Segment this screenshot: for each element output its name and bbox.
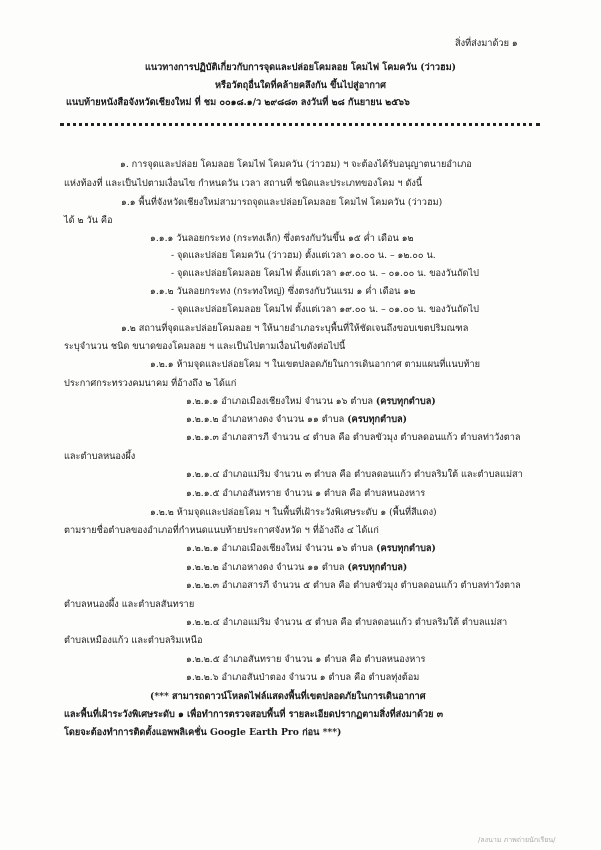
item-1-2-1-4: ๑.๒.๑.๔ อำเภอแม่ริม จำนวน ๓ ตำบล คือ ตำบลดอนแก้ว ตำบลริมใต้ และตำบลแม่สา — [186, 469, 523, 480]
item-note: (ครบทุกตำบล) — [376, 543, 436, 554]
para-1-1-2-a: - จุดและปล่อยโคมลอย โคมไฟ ตั้งแต่เวลา ๑๙.๐๐ น. – ๐๑.๐๐ น. ของวันถัดไป — [171, 304, 479, 315]
para-1-2: ๑.๒ สถานที่จุดและปล่อยโคมลอย ฯ ให้นายอำเภอระบุพื้นที่ให้ชัดเจนถึงขอบเขตปริมณฑล — [121, 323, 469, 334]
item-1-2-2-4-cont: ตำบลเหมืองแก้ว และตำบลริมเหนือ — [64, 635, 203, 646]
download-note-line1: (*** สามารถดาวน์โหลดไฟล์แสดงพื้นที่เขตปลอดภัยในการเดินอากาศ — [150, 691, 426, 702]
para-1-1-2: ๑.๑.๒ วันลอยกระทง (กระทงใหญ่) ซึ่งตรงกับวันแรม ๑ ค่ำ เดือน ๑๒ — [150, 286, 416, 297]
item-1-2-2-1 — [186, 543, 436, 555]
item-1-2-1-1 — [186, 396, 436, 408]
doc-reference: แนบท้ายหนังสือจังหวัดเชียงใหม่ ที่ ชม ๐๐๑๘.๑/ว ๒๙๘๘๓ ลงวันที่ ๒๘ กันยายน ๒๕๖๖ — [66, 97, 410, 108]
item-1-2-1-3: ๑.๒.๑.๓ อำเภอสารภี จำนวน ๔ ตำบล คือ ตำบลขัวมุง ตำบลดอนแก้ว ตำบลท่าวังตาล — [186, 432, 521, 443]
download-note-line2: และพื้นที่เฝ้าระวังพิเศษระดับ ๑ เพื่อทำการตรวจสอบพื้นที่ รายละเอียดปรากฏตามสิ่งที่ส่งมาด้วย ๓ — [64, 709, 443, 720]
para-1-2-cont: ระบุจำนวน ชนิด ขนาดของโคมลอย ฯ และเป็นไปตามเงื่อนไขดังต่อไปนี้ — [64, 341, 346, 352]
para-1-1-1-b: - จุดและปล่อยโคมลอย โคมไฟ ตั้งแต่เวลา ๑๙.๐๐ น. – ๐๑.๐๐ น. ของวันถัดไป — [171, 268, 479, 279]
para-1-2-2: ๑.๒.๒ ห้ามจุดและปล่อยโคม ฯ ในพื้นที่เฝ้าระวังพิเศษระดับ ๑ (พื้นที่สีแดง) — [150, 507, 437, 518]
footer-stamp: /ลงนาม ภาพถ่ายนักเรียน/ — [478, 836, 556, 844]
item-1-2-2-6: ๑.๒.๒.๖ อำเภอสันป่าตอง จำนวน ๑ ตำบล คือ ตำบลทุ่งต้อม — [186, 672, 420, 683]
item-1-2-1-5: ๑.๒.๑.๕ อำเภอสันทราย จำนวน ๑ ตำบล คือ ตำบลหนองหาร — [186, 488, 426, 499]
doc-subtitle: หรือวัตถุอื่นใดที่คล้ายคลึงกัน ขึ้นไปสู่อากาศ — [215, 80, 386, 91]
item-text: ๑.๒.๒.๑ อำเภอเมืองเชียงใหม่ จำนวน ๑๖ ตำบล — [186, 543, 374, 554]
para-1-cont: แห่งท้องที่ และเป็นไปตามเงื่อนไข กำหนดวัน เวลา สถานที่ ชนิดและประเภทของโคม ฯ ดังนี้ — [64, 178, 423, 189]
item-1-2-2-2 — [186, 562, 407, 574]
para-1-2-1: ๑.๒.๑ ห้ามจุดและปล่อยโคม ฯ ในเขตปลอดภัยในการเดินอากาศ ตามแผนที่แนบท้าย — [150, 359, 481, 370]
item-text: ๑.๒.๑.๒ อำเภอหางดง จำนวน ๑๑ ตำบล — [186, 414, 345, 425]
item-1-2-2-4: ๑.๒.๒.๔ อำเภอแม่ริม จำนวน ๕ ตำบล คือ ตำบลดอนแก้ว ตำบลริมใต้ ตำบลแม่สา — [186, 617, 508, 628]
item-text: ๑.๒.๒.๒ อำเภอหางดง จำนวน ๑๑ ตำบล — [186, 562, 345, 573]
item-1-2-1-3-cont: และตำบลหนองผึ้ง — [64, 451, 136, 462]
item-1-2-1-2 — [186, 414, 407, 426]
para-1-1-1: ๑.๑.๑ วันลอยกระทง (กระทงเล็ก) ซึ่งตรงกับวันขึ้น ๑๕ ค่ำ เดือน ๑๒ — [150, 233, 414, 244]
item-1-2-2-3: ๑.๒.๒.๓ อำเภอสารภี จำนวน ๕ ตำบล คือ ตำบลขัวมุง ตำบลดอนแก้ว ตำบลท่าวังตาล — [186, 580, 521, 591]
para-1: ๑. การจุดและปล่อย โคมลอย โคมไฟ โคมควัน (ว่าวฮม) ฯ จะต้องได้รับอนุญาตนายอำเภอ — [120, 159, 472, 170]
item-1-2-2-3-cont: ตำบลหนองผึ้ง และตำบลสันทราย — [64, 599, 195, 610]
item-text: ๑.๒.๑.๑ อำเภอเมืองเชียงใหม่ จำนวน ๑๖ ตำบล — [186, 396, 373, 407]
item-note: (ครบทุกตำบล) — [347, 414, 408, 425]
item-1-2-2-5: ๑.๒.๒.๕ อำเภอสันทราย จำนวน ๑ ตำบล คือ ตำบลหนองหาร — [186, 654, 426, 665]
para-1-2-2-cont: ตามรายชื่อตำบลของอำเภอที่กำหนดแนบท้ายประกาศจังหวัด ฯ ที่อ้างถึง ๔ ได้แก่ — [64, 525, 379, 536]
item-note: (ครบทุกตำบล) — [347, 562, 408, 573]
attachment-label: สิ่งที่ส่งมาด้วย ๑ — [455, 38, 518, 49]
para-1-1-cont: ได้ ๒ วัน คือ — [64, 215, 113, 226]
para-1-2-1-cont: ประกาศกระทรวงคมนาคม ที่อ้างถึง ๒ ได้แก่ — [64, 378, 237, 389]
dotted-divider — [60, 123, 540, 130]
item-note: (ครบทุกตำบล) — [375, 396, 436, 407]
download-note-line3: โดยจะต้องทำการติดตั้งแอพพลิเคชั่น Google Earth Pro ก่อน ***) — [64, 727, 342, 738]
para-1-1: ๑.๑ พื้นที่จังหวัดเชียงใหม่สามารถจุดและปล่อยโคมลอย โคมไฟ โคมควัน (ว่าวฮม) — [121, 197, 443, 208]
doc-title: แนวทางการปฏิบัติเกี่ยวกับการจุดและปล่อยโคมลอย โคมไฟ โคมควัน (ว่าวฮม) — [144, 62, 457, 73]
para-1-1-1-a: - จุดและปล่อย โคมควัน (ว่าวฮม) ตั้งแต่เวลา ๑๐.๐๐ น. – ๑๒.๐๐ น. — [171, 250, 436, 261]
